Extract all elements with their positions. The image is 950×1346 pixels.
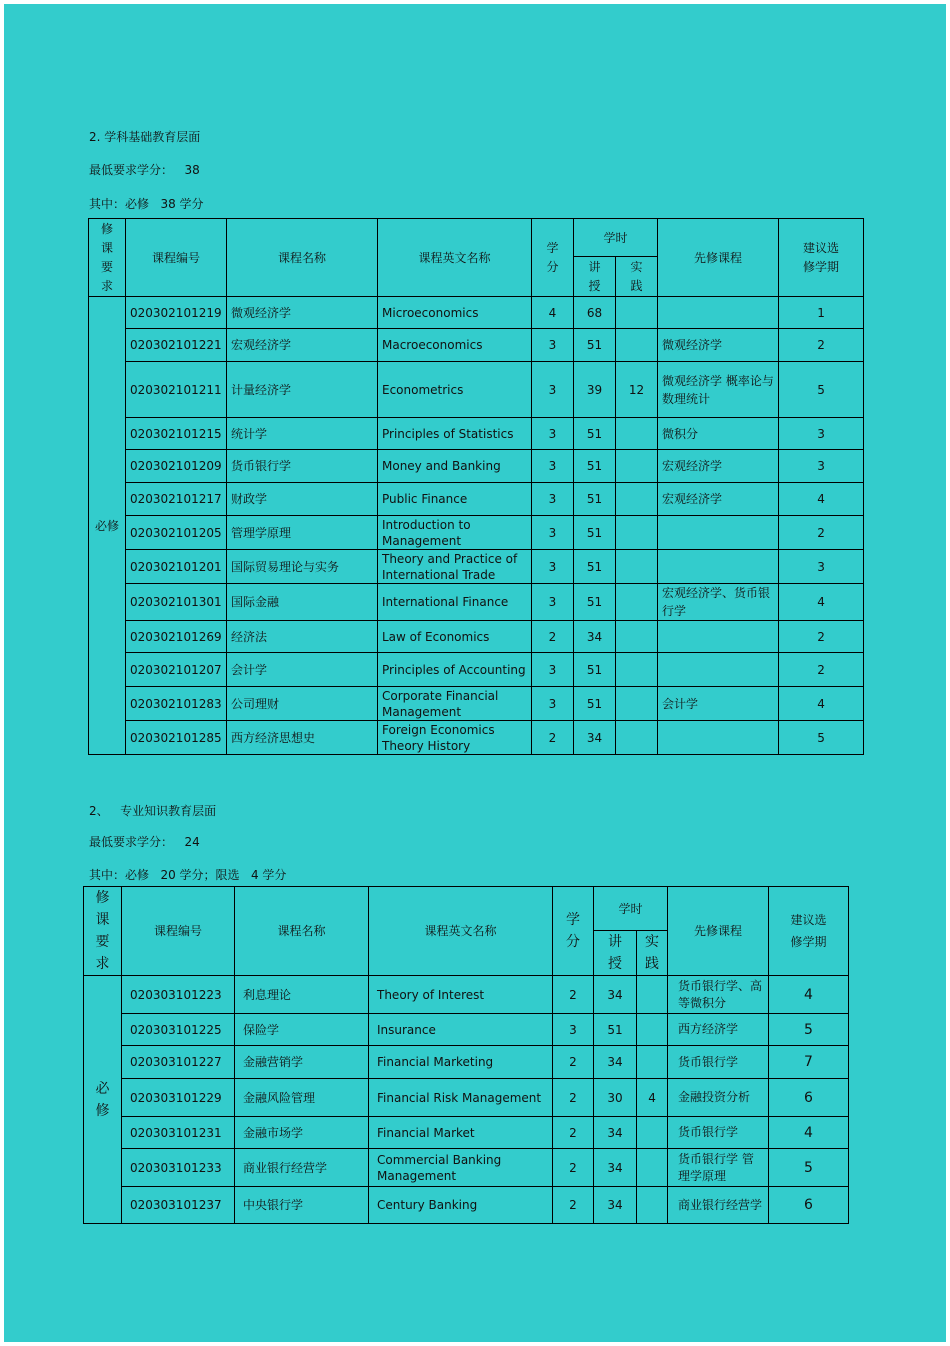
table-row (84, 1046, 849, 1079)
lecture-hours: 34 (594, 1117, 637, 1149)
lecture-hours: 51 (574, 653, 616, 687)
table-row (84, 1117, 849, 1149)
lecture-hours: 34 (594, 976, 637, 1014)
table-row (89, 418, 864, 450)
practice-hours (616, 721, 658, 755)
header-term (769, 887, 849, 976)
table-row (89, 329, 864, 362)
header-prereq: 先修课程 (658, 219, 779, 297)
header-char: 学 (546, 240, 559, 255)
suggested-term: 2 (779, 329, 864, 362)
course-code: 020302101221 (126, 329, 227, 362)
header-char: 分 (546, 259, 559, 274)
course-code: 020303101225 (122, 1014, 235, 1046)
course-name: 计量经济学 (227, 362, 378, 418)
suggested-term: 5 (779, 721, 864, 755)
course-name: 国际金融 (227, 584, 378, 621)
header-char: 讲 (608, 934, 622, 950)
lecture-hours: 51 (594, 1014, 637, 1046)
course-code: 020302101283 (126, 687, 227, 721)
header-char: 践 (630, 278, 643, 293)
prerequisite: 西方经济学 (668, 1014, 769, 1046)
suggested-term: 4 (779, 584, 864, 621)
course-code: 020302101211 (126, 362, 227, 418)
course-english-name: Financial Risk Management (369, 1079, 553, 1117)
table-row (89, 297, 864, 329)
course-name: 金融营销学 (235, 1046, 369, 1079)
course-name: 微观经济学 (227, 297, 378, 329)
practice-hours (616, 584, 658, 621)
suggested-term: 6 (769, 1079, 849, 1117)
header-req (84, 887, 122, 976)
practice-hours (616, 516, 658, 550)
section1-heading: 2. 学科基础教育层面 (89, 130, 201, 144)
lecture-hours: 51 (574, 483, 616, 516)
lecture-hours: 39 (574, 362, 616, 418)
table-row (84, 1149, 849, 1187)
header-lecture (594, 931, 637, 976)
course-code: 020302101207 (126, 653, 227, 687)
suggested-term: 3 (779, 418, 864, 450)
header-hours: 学时 (594, 887, 668, 931)
header-prereq: 先修课程 (668, 887, 769, 976)
practice-hours (616, 418, 658, 450)
lecture-hours: 68 (574, 297, 616, 329)
credit: 2 (553, 1046, 594, 1079)
suggested-term: 4 (769, 976, 849, 1014)
prerequisite: 微观经济学 概率论与数理统计 (658, 362, 779, 418)
header-req (89, 219, 126, 297)
course-code: 020302101301 (126, 584, 227, 621)
suggested-term: 6 (769, 1187, 849, 1224)
course-name: 会计学 (227, 653, 378, 687)
practice-hours (637, 1014, 668, 1046)
course-name: 管理学原理 (227, 516, 378, 550)
prerequisite: 货币银行学 (668, 1117, 769, 1149)
course-code: 020303101231 (122, 1117, 235, 1149)
course-code: 020302101217 (126, 483, 227, 516)
course-name: 保险学 (235, 1014, 369, 1046)
credit: 2 (532, 721, 574, 755)
course-table-basic (88, 218, 864, 755)
credit: 2 (553, 1149, 594, 1187)
header-char: 建议选 (803, 240, 840, 255)
table-row (89, 687, 864, 721)
prerequisite: 会计学 (658, 687, 779, 721)
prerequisite: 金融投资分析 (668, 1079, 769, 1117)
prerequisite: 微积分 (658, 418, 779, 450)
credit: 3 (532, 687, 574, 721)
header-code: 课程编号 (122, 887, 235, 976)
header-char: 求 (95, 956, 110, 972)
prerequisite: 货币银行学、高等微积分 (668, 976, 769, 1014)
header-char: 修 (95, 890, 110, 906)
header-char: 实 (645, 934, 659, 950)
table-row (84, 976, 849, 1014)
header-char: 要 (95, 934, 110, 950)
practice-hours (637, 976, 668, 1014)
suggested-term: 1 (779, 297, 864, 329)
credit: 3 (532, 362, 574, 418)
prerequisite: 宏观经济学、货币银行学 (658, 584, 779, 621)
header-en-name: 课程英文名称 (378, 219, 532, 297)
header-char: 求 (100, 278, 113, 293)
practice-hours (616, 550, 658, 584)
practice-hours (637, 1149, 668, 1187)
prerequisite: 货币银行学 管理学原理 (668, 1149, 769, 1187)
practice-hours: 4 (637, 1079, 668, 1117)
header-char: 修学期 (803, 259, 840, 274)
header-char: 要 (100, 259, 113, 274)
section2-breakdown: 其中：必修 20 学分；限选 4 学分 (89, 868, 287, 882)
lecture-hours: 34 (574, 621, 616, 653)
credit: 3 (532, 516, 574, 550)
requirement-char: 修 (95, 1102, 110, 1119)
prerequisite: 微观经济学 (658, 329, 779, 362)
course-english-name: Commercial Banking Management (369, 1149, 553, 1187)
course-english-name: Insurance (369, 1014, 553, 1046)
section1-min-credits: 最低要求学分： 38 (89, 163, 200, 177)
credit: 2 (532, 621, 574, 653)
practice-hours (616, 483, 658, 516)
header-practice (637, 931, 668, 976)
prerequisite: 宏观经济学 (658, 483, 779, 516)
section1-breakdown: 其中：必修 38 学分 (89, 197, 204, 211)
course-name: 统计学 (227, 418, 378, 450)
prerequisite: 商业银行经营学 (668, 1187, 769, 1224)
header-char: 修 (100, 221, 113, 236)
course-code: 020303101229 (122, 1079, 235, 1117)
lecture-hours: 51 (574, 516, 616, 550)
practice-hours (616, 329, 658, 362)
course-code: 020303101237 (122, 1187, 235, 1224)
credit: 3 (532, 450, 574, 483)
course-code: 020302101205 (126, 516, 227, 550)
header-credit (553, 887, 594, 976)
course-name: 经济法 (227, 621, 378, 653)
suggested-term: 5 (779, 362, 864, 418)
requirement-char: 必 (95, 1080, 110, 1097)
suggested-term: 3 (779, 550, 864, 584)
practice-hours (637, 1046, 668, 1079)
lecture-hours: 51 (574, 329, 616, 362)
practice-hours (616, 297, 658, 329)
practice-hours (616, 621, 658, 653)
table-row (89, 621, 864, 653)
prerequisite (658, 721, 779, 755)
course-code: 020302101201 (126, 550, 227, 584)
credit: 2 (553, 1079, 594, 1117)
header-char: 分 (566, 934, 580, 950)
course-name: 财政学 (227, 483, 378, 516)
header-char: 实 (630, 259, 643, 274)
course-name: 利息理论 (235, 976, 369, 1014)
prerequisite (658, 516, 779, 550)
lecture-hours: 51 (574, 418, 616, 450)
course-code: 020302101269 (126, 621, 227, 653)
course-code: 020302101285 (126, 721, 227, 755)
requirement-cell (84, 976, 122, 1224)
prerequisite: 宏观经济学 (658, 450, 779, 483)
credit: 2 (553, 1117, 594, 1149)
course-english-name: Introduction to Management (378, 516, 532, 550)
credit: 3 (532, 483, 574, 516)
practice-hours (616, 687, 658, 721)
course-code: 020302101209 (126, 450, 227, 483)
table-row (89, 450, 864, 483)
suggested-term: 4 (779, 483, 864, 516)
course-name: 西方经济思想史 (227, 721, 378, 755)
header-char: 学 (566, 912, 580, 928)
prerequisite (658, 297, 779, 329)
credit: 3 (532, 584, 574, 621)
course-english-name: Principles of Statistics (378, 418, 532, 450)
course-code: 020303101233 (122, 1149, 235, 1187)
credit: 3 (553, 1014, 594, 1046)
suggested-term: 5 (769, 1014, 849, 1046)
course-name: 中央银行学 (235, 1187, 369, 1224)
table-row (89, 721, 864, 755)
header-name: 课程名称 (235, 887, 369, 976)
course-name: 国际贸易理论与实务 (227, 550, 378, 584)
prerequisite: 货币银行学 (668, 1046, 769, 1079)
section2-min-credits: 最低要求学分： 24 (89, 835, 200, 849)
course-english-name: Theory and Practice of International Trade (378, 550, 532, 584)
suggested-term: 7 (769, 1046, 849, 1079)
lecture-hours: 34 (594, 1046, 637, 1079)
course-english-name: Law of Economics (378, 621, 532, 653)
lecture-hours: 34 (594, 1187, 637, 1224)
course-english-name: Theory of Interest (369, 976, 553, 1014)
course-english-name: Financial Market (369, 1117, 553, 1149)
suggested-term: 4 (769, 1117, 849, 1149)
header-credit (532, 219, 574, 297)
header-char: 课 (100, 240, 113, 255)
prerequisite (658, 621, 779, 653)
course-english-name: Macroeconomics (378, 329, 532, 362)
header-lecture (574, 257, 616, 297)
header-char: 授 (608, 956, 622, 972)
header-practice (616, 257, 658, 297)
table-row (89, 653, 864, 687)
table-row (89, 550, 864, 584)
credit: 3 (532, 329, 574, 362)
practice-hours (616, 653, 658, 687)
table-row (89, 516, 864, 550)
suggested-term: 2 (779, 621, 864, 653)
header-char: 授 (588, 278, 601, 293)
course-english-name: Corporate Financial Management (378, 687, 532, 721)
table-row (84, 1014, 849, 1046)
practice-hours (637, 1117, 668, 1149)
course-code: 020303101223 (122, 976, 235, 1014)
table-row (84, 1187, 849, 1224)
course-english-name: Public Finance (378, 483, 532, 516)
table-row (84, 1079, 849, 1117)
header-en-name: 课程英文名称 (369, 887, 553, 976)
lecture-hours: 30 (594, 1079, 637, 1117)
course-code: 020302101219 (126, 297, 227, 329)
course-name: 商业银行经营学 (235, 1149, 369, 1187)
course-english-name: Econometrics (378, 362, 532, 418)
suggested-term: 2 (779, 516, 864, 550)
header-char: 建议选 (790, 913, 827, 927)
prerequisite (658, 550, 779, 584)
credit: 3 (532, 550, 574, 584)
course-name: 金融市场学 (235, 1117, 369, 1149)
course-code: 020302101215 (126, 418, 227, 450)
table-header-row (89, 219, 864, 257)
suggested-term: 4 (779, 687, 864, 721)
header-code: 课程编号 (126, 219, 227, 297)
credit: 3 (532, 653, 574, 687)
course-english-name: Microeconomics (378, 297, 532, 329)
credit: 2 (553, 1187, 594, 1224)
lecture-hours: 51 (574, 450, 616, 483)
suggested-term: 2 (779, 653, 864, 687)
lecture-hours: 51 (574, 584, 616, 621)
course-table-professional (83, 886, 849, 1224)
course-name: 货币银行学 (227, 450, 378, 483)
credit: 4 (532, 297, 574, 329)
course-code: 020303101227 (122, 1046, 235, 1079)
suggested-term: 5 (769, 1149, 849, 1187)
course-english-name: Financial Marketing (369, 1046, 553, 1079)
header-name: 课程名称 (227, 219, 378, 297)
course-english-name: International Finance (378, 584, 532, 621)
header-char: 讲 (588, 259, 601, 274)
header-char: 修学期 (790, 935, 827, 949)
course-english-name: Foreign Economics Theory History (378, 721, 532, 755)
lecture-hours: 34 (574, 721, 616, 755)
header-hours: 学时 (574, 219, 658, 257)
credit: 2 (553, 976, 594, 1014)
course-name: 金融风险管理 (235, 1079, 369, 1117)
section2-heading: 2、 专业知识教育层面 (89, 804, 217, 818)
requirement-cell: 必修 (89, 297, 126, 755)
practice-hours (616, 450, 658, 483)
course-english-name: Century Banking (369, 1187, 553, 1224)
header-term (779, 219, 864, 297)
document-page (4, 4, 946, 1342)
course-name: 公司理财 (227, 687, 378, 721)
lecture-hours: 51 (574, 550, 616, 584)
credit: 3 (532, 418, 574, 450)
lecture-hours: 34 (594, 1149, 637, 1187)
header-char: 课 (95, 912, 110, 928)
table-row (89, 362, 864, 418)
suggested-term: 3 (779, 450, 864, 483)
prerequisite (658, 653, 779, 687)
header-char: 践 (645, 956, 659, 972)
practice-hours (637, 1187, 668, 1224)
practice-hours: 12 (616, 362, 658, 418)
table-row (89, 584, 864, 621)
table-row (89, 483, 864, 516)
course-name: 宏观经济学 (227, 329, 378, 362)
course-english-name: Money and Banking (378, 450, 532, 483)
course-english-name: Principles of Accounting (378, 653, 532, 687)
lecture-hours: 51 (574, 687, 616, 721)
